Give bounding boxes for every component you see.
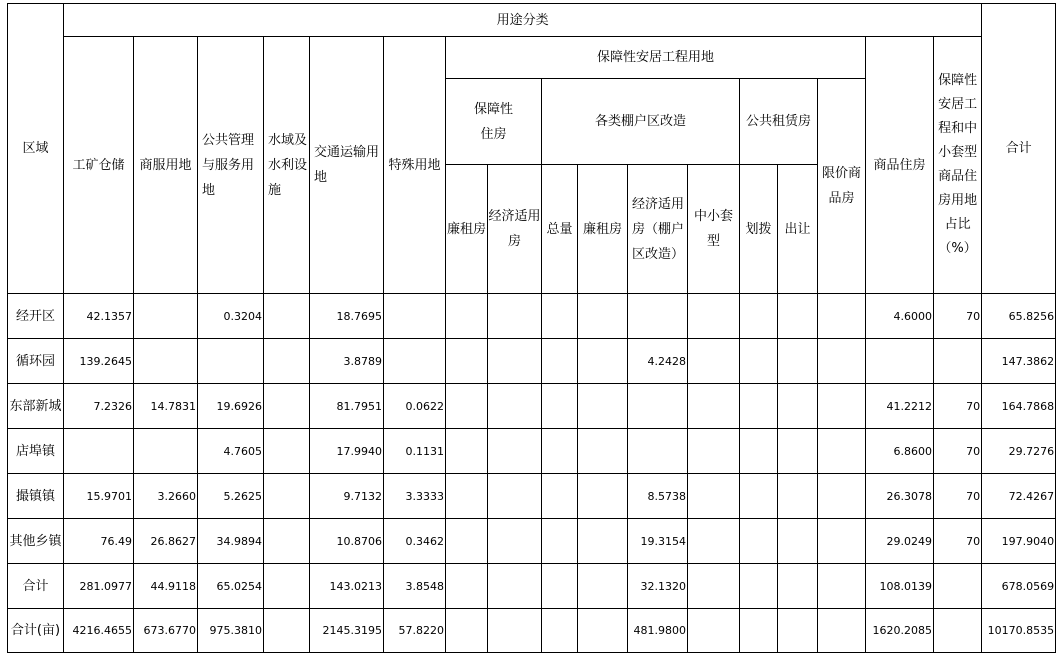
table-cell: 0.0622 [384,384,446,429]
table-cell [778,339,818,384]
table-cell [488,339,542,384]
table-cell: 41.2212 [866,384,934,429]
table-cell [264,294,310,339]
table-cell [542,384,578,429]
table-cell [688,564,740,609]
table-cell [578,294,628,339]
table-cell [778,609,818,653]
table-row [8,294,1056,339]
table-cell [446,474,488,519]
price-limited-header: 限价商 品房 [818,79,866,294]
table-cell [934,339,982,384]
table-cell [818,474,866,519]
row-label: 合计 [8,564,64,609]
table-cell [818,519,866,564]
table-cell: 108.0139 [866,564,934,609]
table-cell [264,384,310,429]
table-cell [778,294,818,339]
table-cell: 10170.8535 [982,609,1056,653]
shanty-total-header: 总量 [542,165,578,294]
table-cell: 678.0569 [982,564,1056,609]
table-cell [740,339,778,384]
table-cell [384,339,446,384]
table-cell: 15.9701 [64,474,134,519]
table-cell [264,519,310,564]
table-cell: 7.2326 [64,384,134,429]
table-cell: 3.8789 [310,339,384,384]
table-cell [740,564,778,609]
table-cell [64,429,134,474]
table-cell [542,564,578,609]
table-cell: 4.6000 [866,294,934,339]
table-cell [688,384,740,429]
small-medium-unit-header: 中小套 型 [688,165,740,294]
table-cell: 2145.3195 [310,609,384,653]
table-row [8,339,1056,384]
table-cell: 19.6926 [198,384,264,429]
table-cell: 26.3078 [866,474,934,519]
table-cell [198,339,264,384]
water-conservancy-header: 水域及 水利设 施 [264,37,310,294]
table-cell: 147.3862 [982,339,1056,384]
table-cell: 164.7868 [982,384,1056,429]
table-cell: 70 [934,519,982,564]
table-cell [578,474,628,519]
table-cell [778,384,818,429]
table-cell [578,519,628,564]
table-cell [818,564,866,609]
table-cell [542,519,578,564]
table-cell [488,519,542,564]
commercial-service-header: 商服用地 [134,37,198,294]
allocated-header: 划拨 [740,165,778,294]
table-cell [934,609,982,653]
table-cell [740,474,778,519]
table-cell [542,474,578,519]
table-cell [740,429,778,474]
total-header: 合计 [982,4,1056,294]
table-cell: 143.0213 [310,564,384,609]
table-cell [778,474,818,519]
transport-header: 交通运输用 地 [310,37,384,294]
table-cell: 673.6770 [134,609,198,653]
economic-housing-header: 经济适用 房 [488,165,542,294]
table-cell: 65.0254 [198,564,264,609]
table-cell [264,339,310,384]
industrial-storage-header: 工矿仓储 [64,37,134,294]
table-cell [446,609,488,653]
table-cell [578,564,628,609]
table-cell [488,564,542,609]
table-cell [542,609,578,653]
table-cell [446,564,488,609]
table-cell [688,294,740,339]
table-cell [542,339,578,384]
table-cell: 3.8548 [384,564,446,609]
table-cell: 70 [934,384,982,429]
table-cell: 0.1131 [384,429,446,474]
region-header: 区域 [8,4,64,294]
row-label: 店埠镇 [8,429,64,474]
table-row [8,564,1056,609]
shanty-low-rent-header: 廉租房 [578,165,628,294]
table-cell [446,339,488,384]
table-cell [446,429,488,474]
public-admin-header: 公共管理 与服务用 地 [198,37,264,294]
table-cell: 70 [934,294,982,339]
table-cell: 3.3333 [384,474,446,519]
table-cell [578,384,628,429]
table-cell [628,384,688,429]
land-use-table [7,3,1056,653]
table-cell [778,519,818,564]
table-cell: 81.7951 [310,384,384,429]
table-cell [264,609,310,653]
table-cell [818,429,866,474]
row-label: 其他乡镇 [8,519,64,564]
table-cell: 6.8600 [866,429,934,474]
table-cell [488,474,542,519]
table-cell: 1620.2085 [866,609,934,653]
low-rent-header: 廉租房 [446,165,488,294]
commodity-housing-header: 商品住房 [866,37,934,294]
table-row [8,429,1056,474]
table-row [8,384,1056,429]
table-cell: 975.3810 [198,609,264,653]
table-cell [488,384,542,429]
table-cell: 481.9800 [628,609,688,653]
affordable-housing-header: 保障性 住房 [446,79,542,165]
table-cell: 197.9040 [982,519,1056,564]
table-cell [688,519,740,564]
row-label: 合计(亩) [8,609,64,653]
table-cell [740,609,778,653]
row-label: 撮镇镇 [8,474,64,519]
table-cell [628,429,688,474]
table-cell: 42.1357 [64,294,134,339]
table-cell [740,294,778,339]
table-cell: 8.5738 [628,474,688,519]
table-cell: 0.3204 [198,294,264,339]
table-cell [488,609,542,653]
affordable-housing-project-header: 保障性安居工程用地 [446,37,866,79]
table-cell: 72.4267 [982,474,1056,519]
table-cell [488,429,542,474]
table-row [8,474,1056,519]
table-cell [740,519,778,564]
table-cell: 9.7132 [310,474,384,519]
table-cell: 4.7605 [198,429,264,474]
row-label: 东部新城 [8,384,64,429]
table-cell: 76.49 [64,519,134,564]
table-cell [134,294,198,339]
table-cell [446,519,488,564]
table-cell [688,429,740,474]
table-cell [688,339,740,384]
table-cell [542,429,578,474]
table-cell: 57.8220 [384,609,446,653]
table-cell [264,429,310,474]
table-cell [264,564,310,609]
table-cell [778,564,818,609]
table-cell [134,339,198,384]
table-cell [384,294,446,339]
table-row [8,609,1056,653]
table-cell [818,384,866,429]
table-cell [264,474,310,519]
table-cell: 70 [934,429,982,474]
table-cell: 4.2428 [628,339,688,384]
transfer-header: 出让 [778,165,818,294]
table-cell [866,339,934,384]
table-cell: 18.7695 [310,294,384,339]
table-cell [446,384,488,429]
table-cell: 44.9118 [134,564,198,609]
table-cell [778,429,818,474]
table-cell: 29.0249 [866,519,934,564]
table-cell: 19.3154 [628,519,688,564]
table-cell [818,294,866,339]
table-cell [934,564,982,609]
table-cell: 32.1320 [628,564,688,609]
table-cell: 26.8627 [134,519,198,564]
table-cell: 5.2625 [198,474,264,519]
table-cell: 10.8706 [310,519,384,564]
table-cell [578,609,628,653]
table-cell [542,294,578,339]
table-cell [628,294,688,339]
table-body [8,294,1056,653]
table-cell [134,429,198,474]
table-cell: 65.8256 [982,294,1056,339]
public-rental-header: 公共租赁房 [740,79,818,165]
ratio-header: 保障性 安居工 程和中 小套型 商品住 房用地 占比 （%） [934,37,982,294]
table-row [8,519,1056,564]
table-cell: 139.2645 [64,339,134,384]
row-label: 经开区 [8,294,64,339]
table-cell: 4216.4655 [64,609,134,653]
row-label: 循环园 [8,339,64,384]
table-cell [578,339,628,384]
table-cell [446,294,488,339]
shantytown-renovation-header: 各类棚户区改造 [542,79,740,165]
table-cell [818,339,866,384]
shanty-economic-header: 经济适用 房（棚户 区改造） [628,165,688,294]
table-cell [688,474,740,519]
table-cell [578,429,628,474]
table-cell: 3.2660 [134,474,198,519]
table-cell: 34.9894 [198,519,264,564]
table-cell: 281.0977 [64,564,134,609]
table-cell [740,384,778,429]
table-cell: 70 [934,474,982,519]
table-cell [818,609,866,653]
table-cell: 29.7276 [982,429,1056,474]
usage-category-header: 用途分类 [64,4,982,37]
table-cell: 14.7831 [134,384,198,429]
table-cell: 0.3462 [384,519,446,564]
table-cell [488,294,542,339]
special-use-header: 特殊用地 [384,37,446,294]
table-cell [688,609,740,653]
table-cell: 17.9940 [310,429,384,474]
